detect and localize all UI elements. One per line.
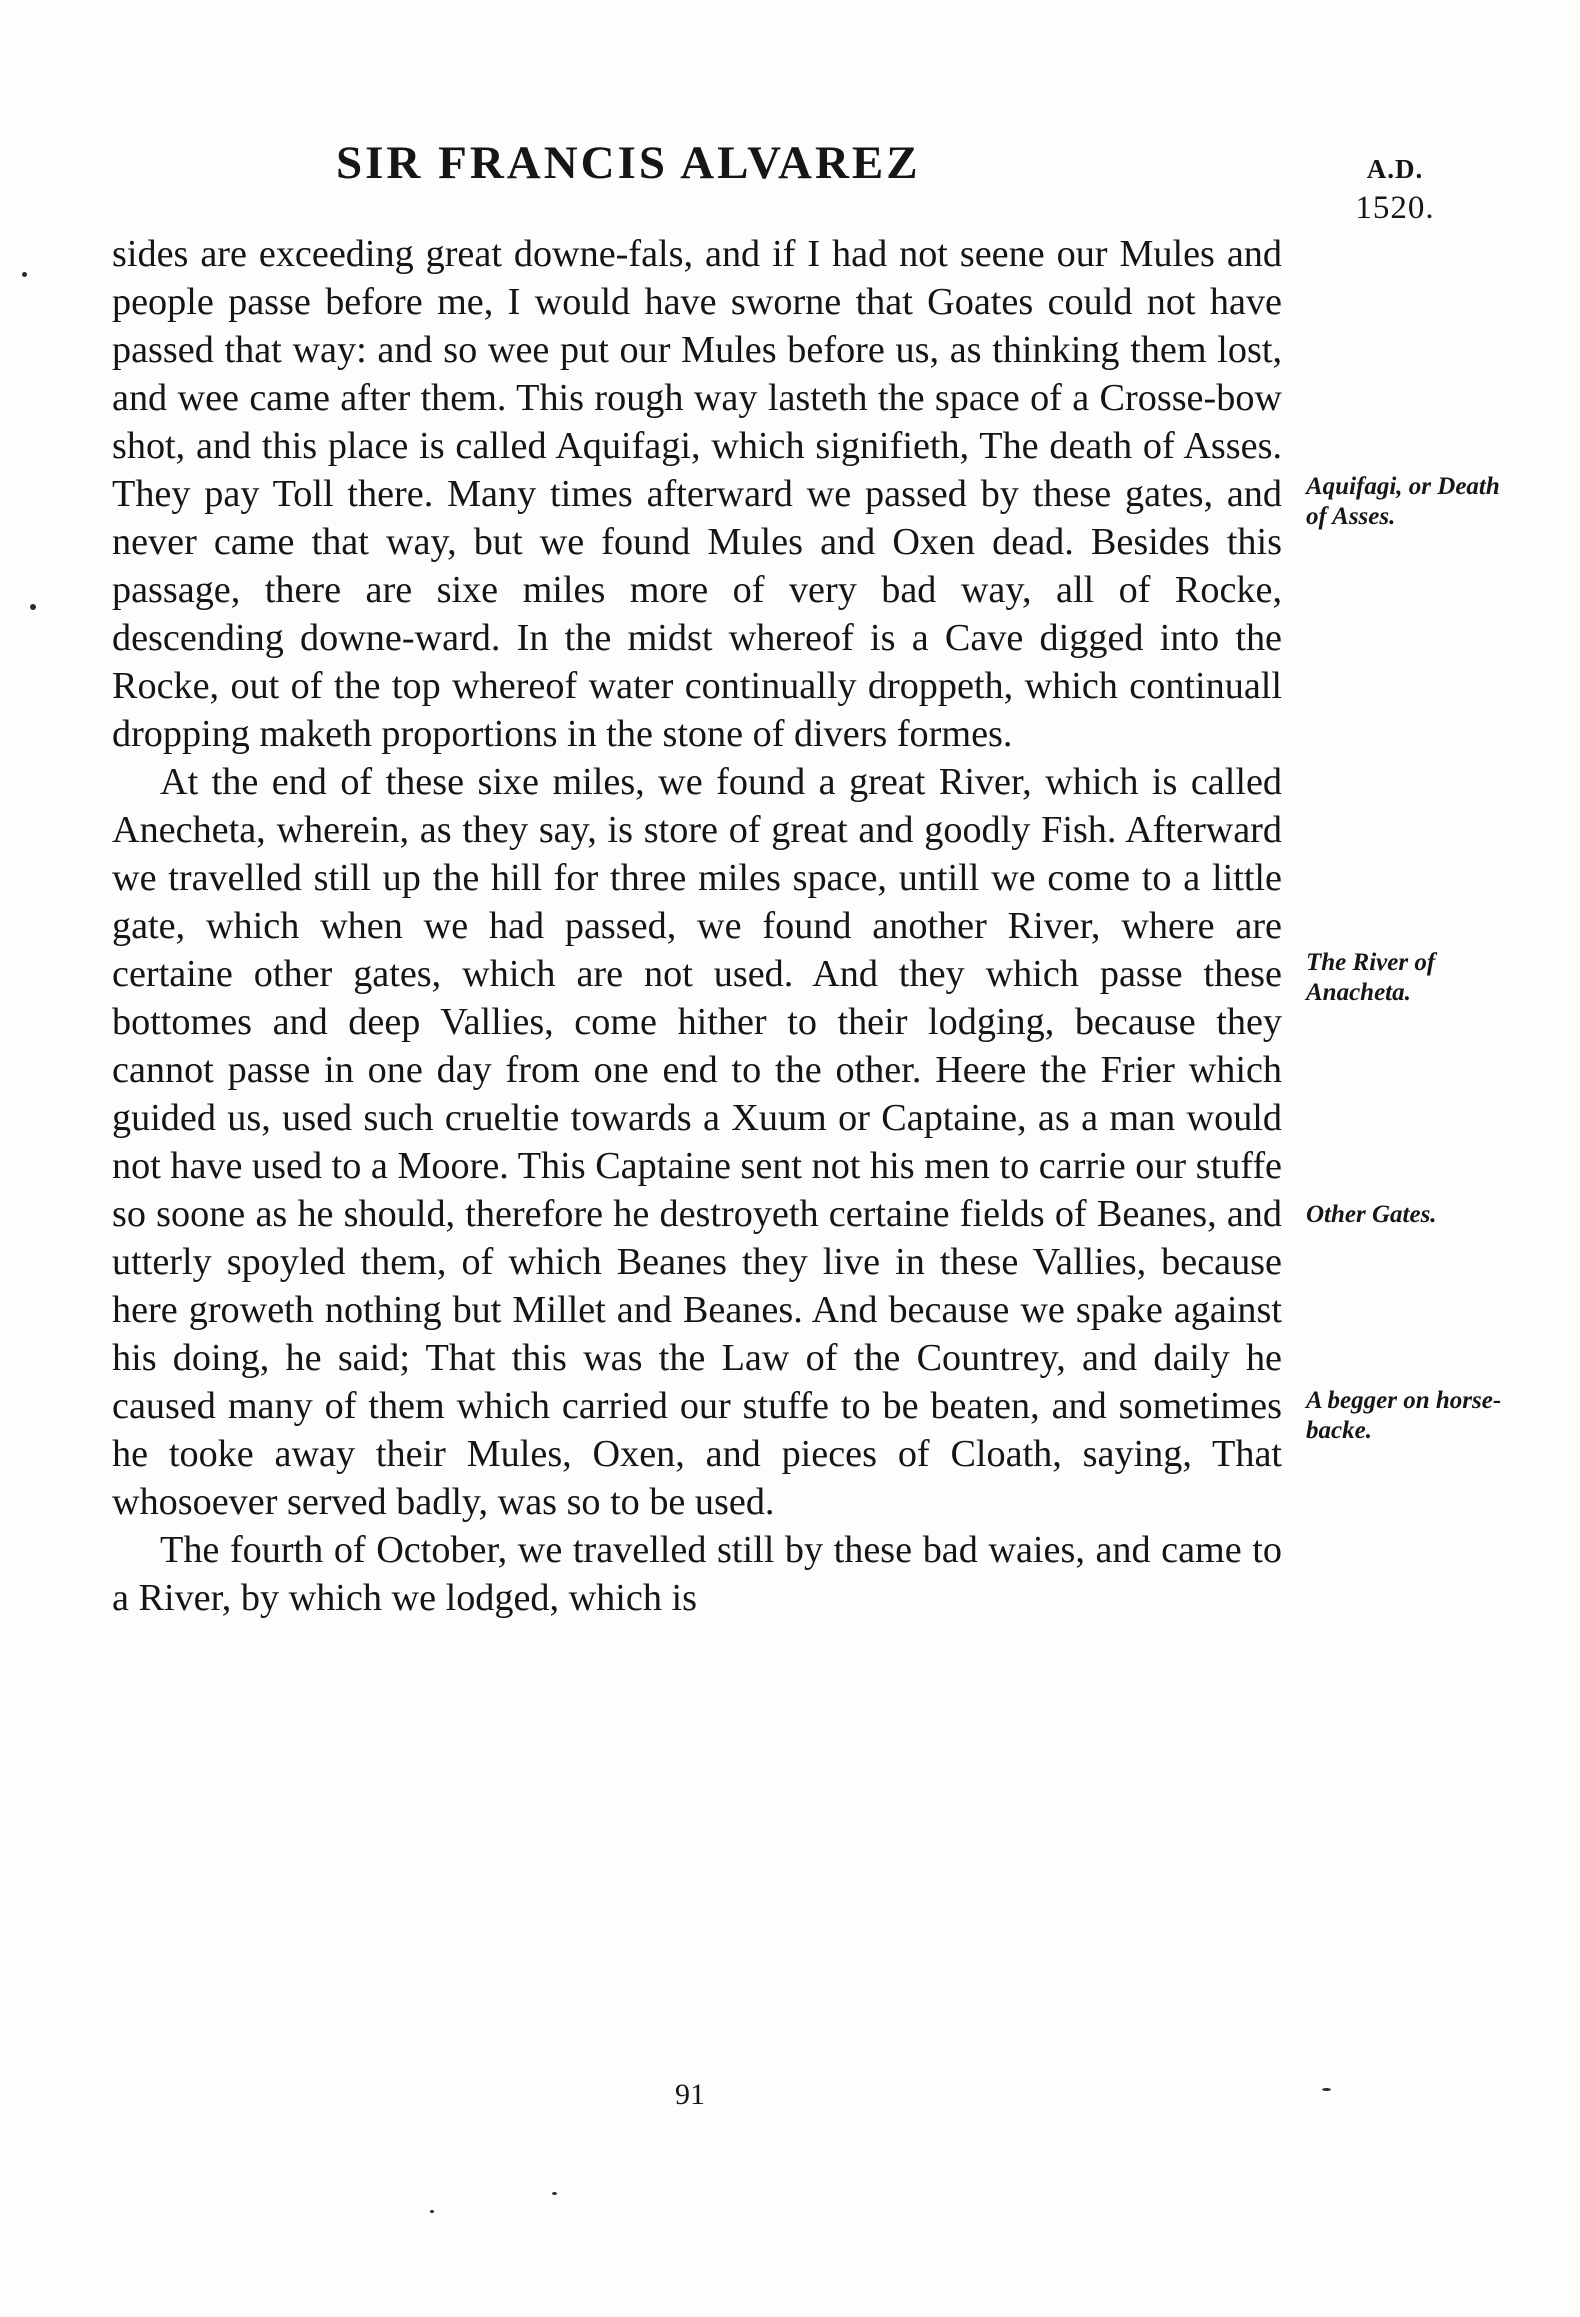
ink-speck [22,272,27,277]
body-text [112,230,1282,1622]
running-title: SIR FRANCIS ALVAREZ [336,137,921,189]
ink-speck [30,604,36,610]
year-label: A.D. [1366,154,1424,184]
paragraph-1: sides are exceeding great downe-fals, and if I had not seene our Mules and people passe before me, I would have sworne that Goates could not have passed that way: and so wee put our Mules before us, as thinking them lost, and wee came after them. This rough way lasteth the space of a Crosse-bow shot, and this place is called Aquifagi, which signifieth, The death of Asses. They pay Toll there. Many times afterward we passed by these gates, and never came that way, but we found Mules and Oxen dead. Besides this passage, there are sixe miles more of very bad way, all of Rocke, descending downe-ward. In the midst whereof is a Cave digged into the Rocke, out of the top whereof water continually droppeth, which continuall dropping maketh proportions in the stone of divers formes. [112,233,1282,755]
side-note-river: The River of Anacheta. [1306,949,1436,1006]
side-note-aquifagi: Aquifagi, or Death of Asses. [1306,473,1500,530]
paragraph-3: The fourth of October, we travelled still by these bad waies, and came to a River, by which we lodged, which is [112,1529,1282,1619]
ink-speck [430,2210,434,2213]
side-note-gates: Other Gates. [1306,1201,1437,1228]
side-note-begger: A begger on horse-backe. [1306,1387,1502,1444]
ink-speck [552,2192,557,2195]
page-number: 91 [675,2078,705,2111]
ink-speck [1322,2088,1331,2091]
year: 1520. [1355,190,1435,226]
paragraph-2: At the end of these sixe miles, we found a great River, which is called Anecheta, wherein, as they say, is store of great and goodly Fish. Afterward we travelled still up the hill for three miles space, untill we come to a little gate, which when we had passed, we found another River, where are certaine other gates, which are not used. And they which passe these bottomes and deep Vallies, come hither to their lodging, because they cannot passe in one day from one end to the other. Heere the Frier which guided us, used such crueltie towards a Xuum or Captaine, as a man would not have used to a Moore. This Captaine sent not his men to carrie our stuffe so soone as he should, therefore he destroyeth certaine fields of Beanes, and utterly spoyled them, of which Beanes they live in these Vallies, because here groweth nothing but Millet and Beanes. And because we spake against his doing, he said; That this was the Law of the Countrey, and daily he caused many of them which carried our stuffe to be beaten, and sometimes he tooke away their Mules, Oxen, and pieces of Cloath, saying, That whosoever served badly, was so to be used. [112,761,1282,1523]
year-margin [1340,150,1450,228]
